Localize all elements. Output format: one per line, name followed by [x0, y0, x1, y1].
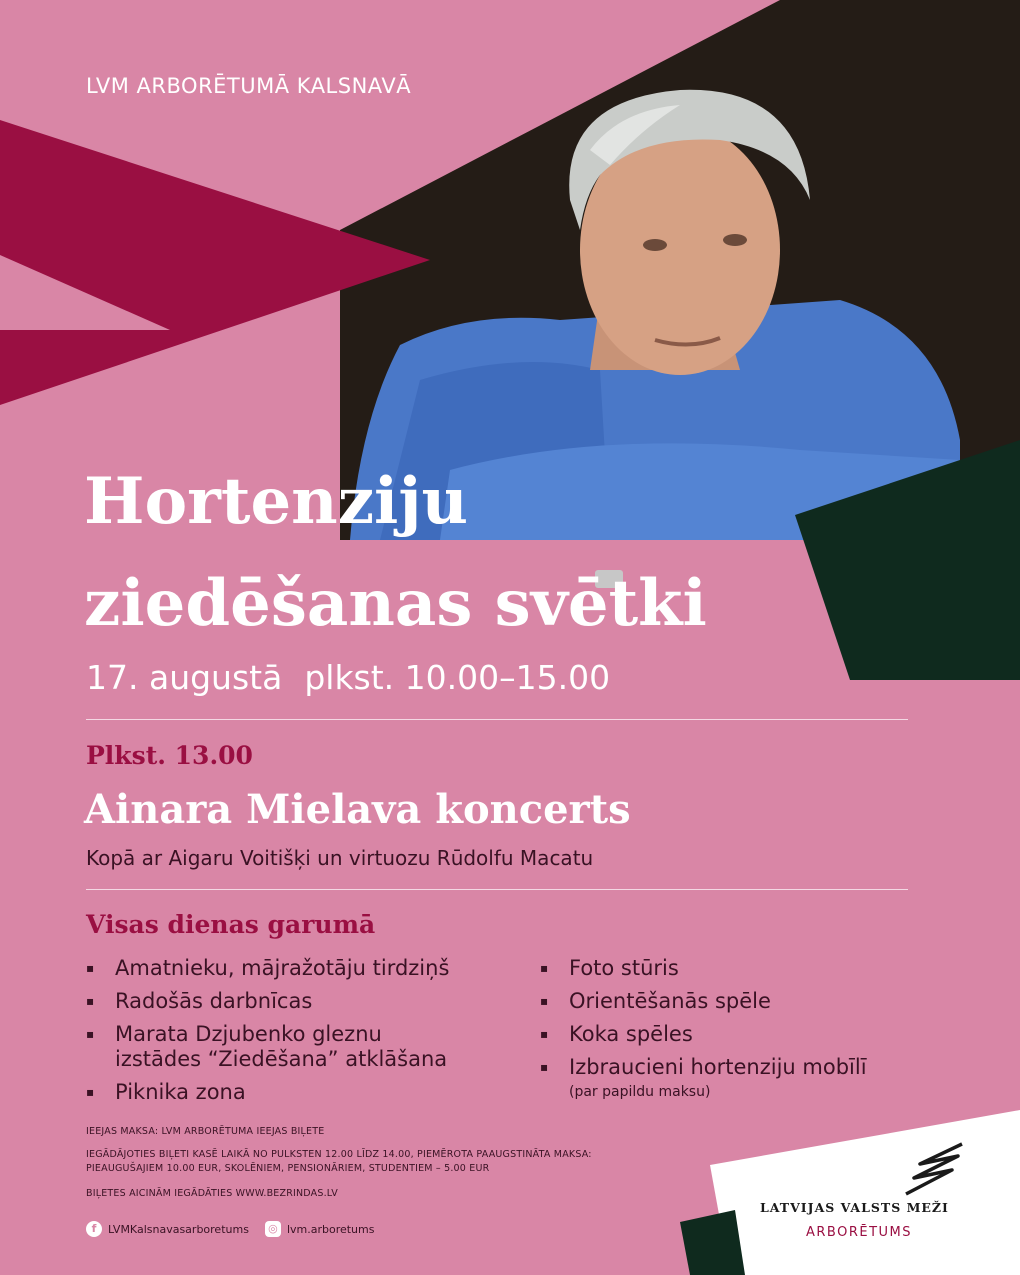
ticket-purchase-note: BIĻETES AICINĀM IEGĀDĀTIES WWW.BEZRINDAS.LV: [86, 1188, 338, 1199]
green-shape-bottom: [680, 1210, 745, 1275]
concert-title: Ainara Mielava koncerts: [84, 786, 631, 833]
instagram-link[interactable]: [265, 1221, 375, 1237]
social-links: [86, 1221, 390, 1237]
concert-subtitle: Kopā ar Aigaru Voitišķi un virtuozu Rūdolfu Macatu: [86, 846, 594, 870]
list-item: ▪ Piknika zona: [86, 1080, 516, 1105]
facebook-icon: f: [86, 1221, 102, 1237]
list-item: ▪ Marata Dzjubenko gleznu izstādes “Ziedēšana” atklāšana: [86, 1022, 465, 1072]
logo-name: LATVIJAS VALSTS MEŽI: [760, 1200, 949, 1215]
logo-panel: [710, 1110, 1020, 1275]
ticket-price-note: IEGĀDĀJOTIES BIĻETI KASĒ LAIKĀ NO PULKSTEN 12.00 LĪDZ 14.00, PIEMĒROTA PAAUGSTINĀTA MAKSA: PIEAUGUŠAJIEM 10.00 EUR, SKOLĒNIEM, PENSIONĀRIEM, STUDENTIEM – 5.00 EUR: [86, 1149, 592, 1174]
lvm-logo-icon: [900, 1142, 970, 1197]
event-day: 17. augustā: [86, 658, 283, 697]
venue-label: LVM ARBORĒTUMĀ KALSNAVĀ: [86, 74, 412, 98]
event-hours: plkst. 10.00–15.00: [304, 658, 611, 697]
logo-subtitle: ARBORĒTUMS: [806, 1225, 913, 1240]
instagram-icon: ◎: [265, 1221, 281, 1237]
entry-fee-note: IEEJAS MAKSA: LVM ARBORĒTUMA IEEJAS BIĻETE: [86, 1126, 325, 1137]
list-item: ▪ Koka spēles: [540, 1022, 940, 1047]
event-title-line-1: Hortenziju: [84, 464, 469, 539]
list-item: ▪ Foto stūris: [540, 956, 940, 981]
divider: [86, 889, 908, 890]
list-item-label: Izbraucieni hortenziju mobīlī: [569, 1055, 867, 1079]
activities-list-right: [540, 956, 940, 1110]
divider: [86, 719, 908, 720]
all-day-heading: Visas dienas garumā: [86, 910, 376, 939]
facebook-link[interactable]: [86, 1221, 249, 1237]
activities-list-left: [86, 956, 516, 1113]
event-date: [86, 658, 610, 697]
list-item: ▪ Orientēšanās spēle: [540, 989, 940, 1014]
list-item: ▪ Radošās darbnīcas: [86, 989, 516, 1014]
list-item: ▪ Amatnieku, mājražotāju tirdziņš: [86, 956, 516, 981]
facebook-handle: LVMKalsnavasarboretums: [108, 1222, 249, 1236]
concert-time: Plkst. 13.00: [86, 741, 253, 770]
list-item-note: (par papildu maksu): [569, 1084, 711, 1100]
list-item: [540, 1055, 940, 1102]
event-title-line-2: ziedēšanas svētki: [84, 566, 707, 641]
instagram-handle: lvm.arboretums: [286, 1222, 375, 1236]
